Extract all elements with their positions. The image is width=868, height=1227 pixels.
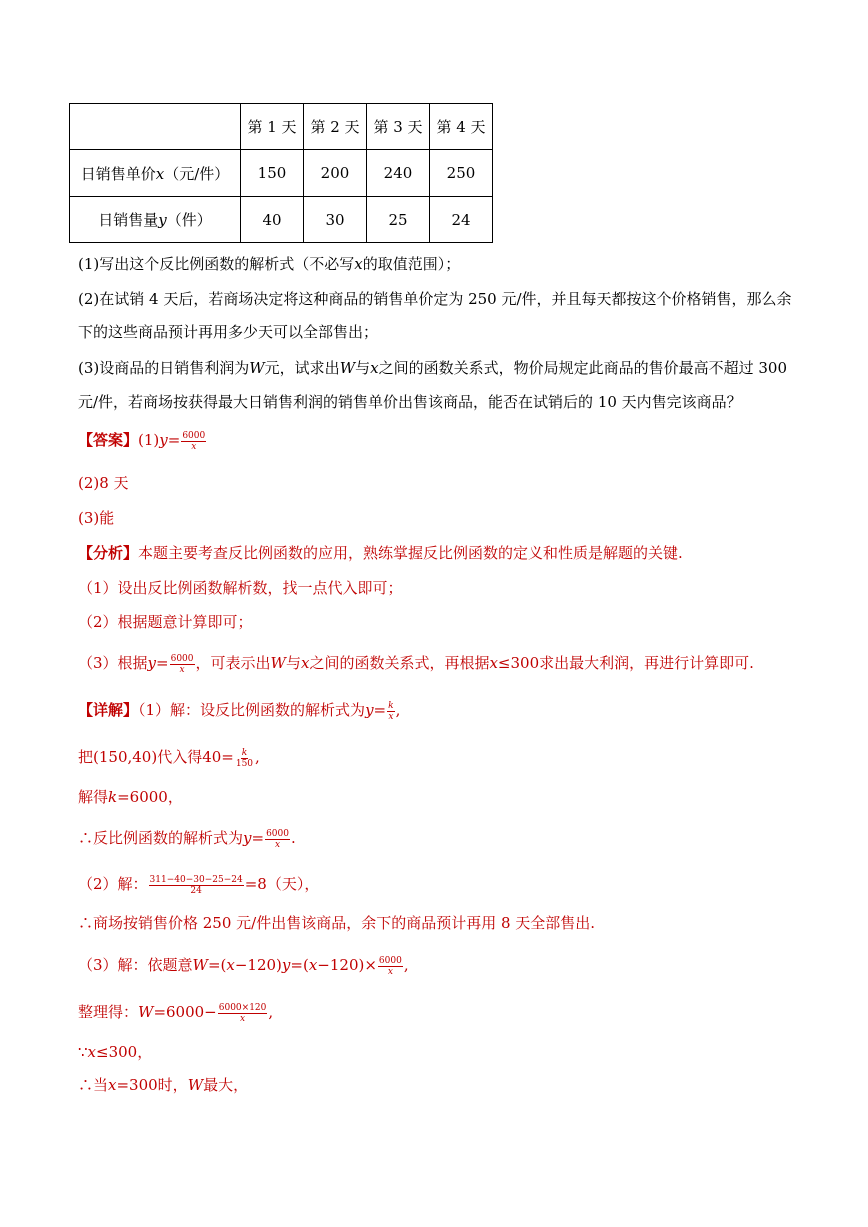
- question-2-line-2: 下的这些商品预计再用多少天可以全部售出；: [78, 323, 379, 341]
- table-header-row: [70, 104, 493, 150]
- detail-line-8: 整理得：W=6000− $\frac{6000\times 120}{x}$ ,: [78, 1002, 274, 1024]
- analysis-point-2: （2）根据题意计算即可；: [78, 613, 253, 631]
- fraction: $\frac{6000}{x}$: [182, 430, 206, 452]
- fraction: $\frac{6000\times 120}{x}$: [218, 1002, 267, 1024]
- table-header-cell: 第 3 天: [367, 104, 430, 150]
- detail-line-1: 【详解】（1）解：设反比例函数的解析式为y= $\frac{k}{x}$ ,: [78, 700, 401, 722]
- table-cell: 150: [241, 150, 304, 197]
- question-3-line-1: (3)设商品的日销售利润为W元，试求出W与x之间的函数关系式，物价局规定此商品的售价最高不超过 300: [78, 359, 787, 377]
- question-1: (1)写出这个反比例函数的解析式（不必写x的取值范围）；: [78, 255, 461, 273]
- detail-line-2: 把(150,40)代入得40= $\frac{k}{150}$ ,: [78, 747, 260, 769]
- fraction: $\frac{311-40-30-25-24}{24}$: [149, 874, 243, 896]
- detail-line-4: ∴反比例函数的解析式为y= $\frac{6000}{x}$ .: [78, 828, 296, 850]
- answer-tag: 【答案】: [78, 431, 139, 449]
- table-header-cell: 第 2 天: [304, 104, 367, 150]
- analysis-point-3: （3）根据y= $\frac{6000}{x}$ ，可表示出W与x之间的函数关系式，再根据x≤300求出最大利润，再进行计算即可.: [78, 653, 754, 675]
- fraction: $\frac{6000}{x}$: [170, 653, 194, 675]
- detail-line-9: ∵x≤300，: [78, 1043, 153, 1061]
- detail-tag: 【详解】: [78, 701, 139, 719]
- table-cell: 30: [304, 197, 367, 243]
- table-row: [70, 197, 493, 243]
- analysis-tag: 【分析】: [78, 544, 139, 562]
- sales-table: [69, 103, 493, 243]
- detail-line-5: （2）解： $\frac{311-40-30-25-24}{24}$ =8（天），: [78, 874, 320, 896]
- answer-2: (2)8 天: [78, 474, 129, 492]
- table-header-cell: 第 1 天: [241, 104, 304, 150]
- fraction: $\frac{6000}{x}$: [266, 828, 289, 850]
- fraction: $\frac{k}{150}$: [235, 747, 254, 769]
- detail-line-7: （3）解：依题意W=(x−120)y=(x−120)× $\frac{6000}{x}$ ,: [78, 955, 409, 977]
- question-3-line-2: 元/件，若商场按获得最大日销售利润的销售单价出售该商品，能否在试销后的 10 天内售完该商品？: [78, 393, 742, 411]
- table-cell: 250: [430, 150, 493, 197]
- row-label: 日销售单价x（元/件）: [70, 150, 241, 197]
- detail-line-3: 解得k=6000，: [78, 788, 183, 806]
- table-header-cell: [70, 104, 241, 150]
- table-cell: 25: [367, 197, 430, 243]
- table-header-cell: 第 4 天: [430, 104, 493, 150]
- fraction: $\frac{k}{x}$: [388, 700, 394, 722]
- answer-3: (3)能: [78, 509, 115, 527]
- answer-1: 【答案】(1)y= $\frac{6000}{x}$: [78, 430, 206, 452]
- fraction: $\frac{6000}{x}$: [378, 955, 402, 977]
- table-cell: 40: [241, 197, 304, 243]
- question-2-line-1: (2)在试销 4 天后，若商场决定将这种商品的销售单价定为 250 元/件，并且每天都按这个价格销售，那么余: [78, 290, 792, 308]
- table-cell: 24: [430, 197, 493, 243]
- table-row: [70, 150, 493, 197]
- detail-line-10: ∴当x=300时，W最大，: [78, 1076, 249, 1094]
- analysis-intro: 【分析】本题主要考查反比例函数的应用，熟练掌握反比例函数的定义和性质是解题的关键.: [78, 544, 683, 562]
- row-label: 日销售量y（件）: [70, 197, 241, 243]
- analysis-point-1: （1）设出反比例函数解析数，找一点代入即可；: [78, 579, 403, 597]
- table-cell: 240: [367, 150, 430, 197]
- table-cell: 200: [304, 150, 367, 197]
- detail-line-6: ∴商场按销售价格 250 元/件出售该商品，余下的商品预计再用 8 天全部售出.: [78, 914, 596, 932]
